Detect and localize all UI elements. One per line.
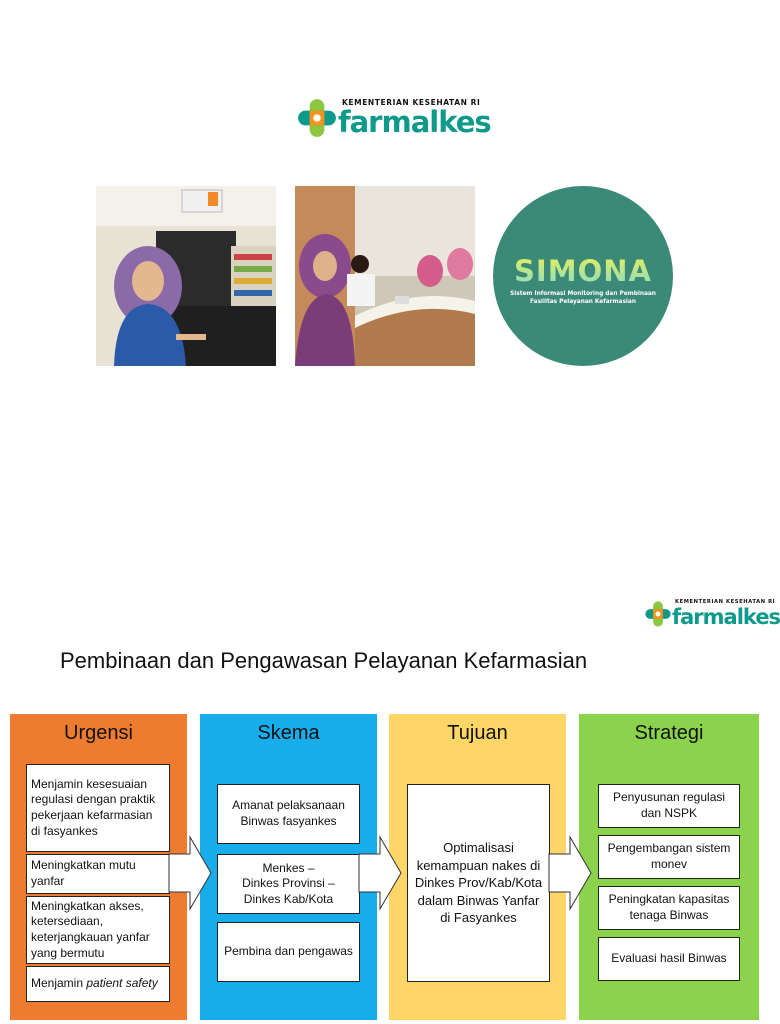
pharmacy-counter-photo: [96, 186, 276, 366]
column-heading: Strategi: [634, 722, 704, 744]
arrow-right-icon: [358, 836, 402, 910]
simona-subtitle: [510, 291, 656, 307]
column-heading: Urgensi: [64, 722, 133, 744]
skema-item: [217, 854, 360, 914]
simona-subtitle-line2: Fasilitas Pelayanan Kefarmasian: [530, 298, 636, 305]
urgensi-item-text: Meningkatkan mutu yanfar: [31, 858, 136, 888]
strategi-item-text: Evaluasi hasil Binwas: [611, 951, 727, 966]
column-heading: Skema: [257, 722, 320, 744]
urgensi-item-text: Menjamin kesesuaian regulasi dengan praktik pekerjaan kefarmasian di fasyankes: [31, 776, 156, 838]
column-skema: [200, 714, 377, 1020]
farmalkes-cross-icon: [296, 97, 338, 139]
urgensi-item: [26, 896, 170, 964]
tujuan-item-text: Optimalisasi kemampuan nakes di Dinkes Prov/Kab/Kota dalam Binwas Yanfar di Fasyankes: [414, 840, 543, 926]
column-strategi: [579, 714, 759, 1020]
strategi-item: [598, 784, 740, 828]
ministry-name: KEMENTERIAN KESEHATAN RI: [342, 98, 481, 108]
farmalkes-logo-small: [644, 600, 780, 628]
tujuan-item: [407, 784, 550, 982]
skema-item-line: Menkes –: [262, 860, 315, 875]
skema-item-text: Amanat pelaksanaan Binwas fasyankes: [232, 798, 345, 828]
column-tujuan: [389, 714, 566, 1020]
arrow-right-icon: [168, 836, 212, 910]
skema-item: [217, 922, 360, 982]
strategi-item-text: Pengembangan sistem monev: [607, 841, 731, 871]
strategi-item: [598, 937, 740, 981]
urgensi-item-text: Meningkatkan akses, ketersediaan, keterjangkauan yanfar yang bermutu: [31, 898, 150, 960]
urgensi-item: [26, 966, 170, 1002]
ministry-name: KEMENTERIAN KESEHATAN RI: [675, 599, 776, 606]
urgensi-item-text-plain: Menjamin: [31, 976, 87, 991]
farmalkes-logo: [296, 97, 491, 139]
strategi-item: [598, 886, 740, 930]
urgensi-item-text: [31, 976, 158, 992]
strategi-item: [598, 835, 740, 879]
slide-title: Pembinaan dan Pengawasan Pelayanan Kefarmasian: [60, 648, 588, 673]
strategi-item-text: Peningkatan kapasitas tenaga Binwas: [608, 892, 730, 922]
brand-name: farmalkes: [672, 604, 780, 629]
farmalkes-cross-icon: [644, 600, 672, 628]
simona-title: SIMONA: [514, 253, 652, 288]
skema-item-line: Dinkes Provinsi –: [242, 876, 335, 891]
service-desk-photo: [295, 186, 475, 366]
simona-subtitle-line1: Sistem Informasi Monitoring dan Pembinaan: [510, 290, 656, 297]
column-heading: Tujuan: [447, 722, 508, 744]
strategi-item-text: Penyusunan regulasi dan NSPK: [612, 790, 726, 820]
skema-item-line: Dinkes Kab/Kota: [243, 891, 334, 906]
skema-item: [217, 784, 360, 844]
simona-badge: [493, 186, 673, 366]
column-urgensi: [10, 714, 187, 1020]
urgensi-item: [26, 854, 170, 894]
urgensi-item-text-italic: patient safety: [86, 976, 158, 991]
brand-name: farmalkes: [338, 104, 491, 139]
arrow-right-icon: [548, 836, 592, 910]
urgensi-item: [26, 764, 170, 852]
skema-item-text: Pembina dan pengawas: [224, 944, 353, 959]
